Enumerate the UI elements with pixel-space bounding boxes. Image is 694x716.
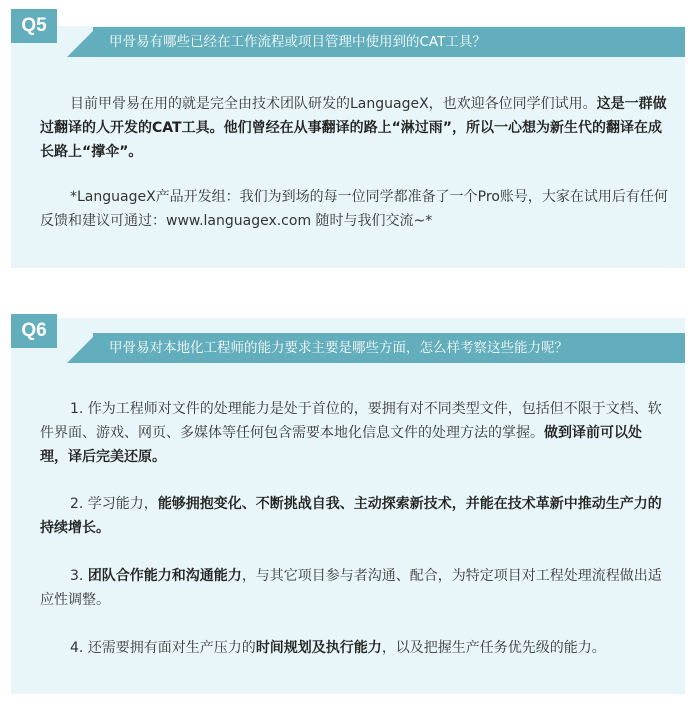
q6-item-4-prefix: 4. 还需要拥有面对生产压力的 [70,640,256,656]
q6-item-4-bold: 时间规划及执行能力 [255,640,382,656]
q6-item-3-prefix: 3. [70,568,88,584]
q6-item-2-bold: 能够拥抱变化、不断挑战自我、主动探索新技术，并能在技术革新中推动生产力的持续增长。 [40,496,662,536]
q6-question-bar: 甲骨易对本地化工程师的能力要求主要是哪些方面，怎么样考察这些能力呢？ [93,333,685,363]
q6-item-4-suffix: ，以及把握生产任务优先级的能力。 [381,640,606,656]
q6-item-3-text: ，与其它项目参与者沟通、配合，为特定项目对工程处理流程做出适应性调整。 [40,568,662,608]
q5-answer-bold: 这是一群做过翻译的人开发的CAT工具。他们曾经在从事翻译的路上“淋过雨”，所以一心想为新生代的翻译在成长路上“撑伞”。 [40,96,667,160]
q6-bar-corner [67,337,93,363]
q6-item-2-text: 2. 学习能力， [70,496,158,512]
q6-item-3 [40,564,668,612]
q5-badge: Q5 [11,9,57,43]
q6-badge: Q6 [11,314,57,348]
q5-bar-corner [67,31,93,57]
q5-answer-text: 目前甲骨易在用的就是完全由技术团队研发的LanguageX，也欢迎各位同学们试用。 [70,96,597,112]
q6-item-1-bold: 做到译前可以处理，译后完美还原。 [40,425,642,465]
q6-item-3-bold: 团队合作能力和沟通能力 [87,568,242,584]
q6-item-2 [40,492,668,540]
q6-item-1 [40,397,668,469]
q5-answer-paragraph-2: *LanguageX产品开发组：我们为到场的每一位同学都准备了一个Pro账号，大家在试用后有任何反馈和建议可通过：www.languagex.com 随时与我们交流~* [40,189,668,229]
q5-question-bar: 甲骨易有哪些已经在工作流程或项目管理中使用到的CAT工具？ [93,27,685,57]
q6-item-4 [40,636,668,660]
q5-answer-paragraph-1 [40,92,668,164]
q6-item-1-text: 1. 作为工程师对文件的处理能力是处于首位的，要拥有对不同类型文件，包括但不限于文档、软件界面、游戏、网页、多媒体等任何包含需要本地化信息文件的处理方法的掌握。 [40,401,662,441]
